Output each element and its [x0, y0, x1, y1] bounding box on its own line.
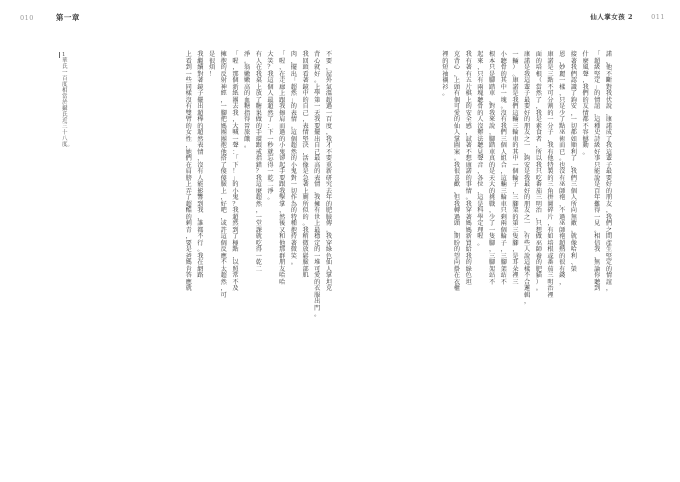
text-column: 克背心，上頭有個可愛的仙人掌圖案。我很喜歡，但我轉過頭，期盼的望向掛在衣櫃 — [453, 51, 461, 292]
text-column: 有人在我桌上放了糖果做的手環跟戒指錯？我這麼超然，一堂課就吃得一乾二 — [255, 51, 262, 273]
text-column: 我有著有五片棋上的安全感，試著不想康諾的事情。我穿著媽媽新買給我的綠色坦 — [465, 51, 472, 286]
footnote-divider — [59, 52, 60, 58]
text-column: 不要，屋外氣溫超過一百度，我才不要重新研究去年的肥臉傳。我穿綠色仙人掌坦克 — [325, 51, 332, 292]
text-column: 淨。翁嫩嫩高的血糖指得晉旅餓。 — [244, 51, 251, 149]
text-column: 大笑？我這個人最超然了：下一秒就忘得一乾二淨。 — [267, 51, 274, 201]
text-column: 面的培根（當然了，我是素食者，所以我只吃番茄三明治，只想做巫師養的肥貓）。 — [535, 51, 542, 292]
right-page-number: 011 — [651, 12, 665, 21]
text-column: 恩、妙麗一樣，只是少了點巫術而已。也沒有巫師袍，不過巫師袍超熱的很有錢， — [559, 51, 566, 286]
text-column: 什麼風聲，我們的友情都不容撼動。 — [582, 51, 589, 156]
left-page-number: 010 — [20, 13, 34, 22]
text-column: 起來，只有兩塊聽骨的人沒辦法聽見聲音，各位，這是科學定理喔。 — [477, 51, 484, 247]
text-column: 一輛）。康諾是我們這輛三輪車的其中一個輪子，三腳架的第三隻腳，是耳朵裡三 — [512, 51, 519, 286]
text-column: 是很煩！ — [208, 51, 216, 78]
text-column: 擁抱的反射神經，一腳把媽團團抱他搭了傻傻臉上，好吧，或許這個反應不太超然，可 — [220, 51, 227, 299]
text-column: 根本只是腳踏車，對我來說，腳踏車真的是天大的挑戰，少了一隻腳，三腳架站不 — [488, 51, 496, 286]
text-column: 肉，擺出「超然」的表情。這個超然的小鬼對一切作為的特種抱持著微笑。 — [290, 51, 297, 266]
chapter-title: 第一章 — [55, 13, 80, 22]
text-column: 康諾是三點不可分割的一分子，我有他特製的三角拼圖碎片，有如培根或番茄三明治裡 — [547, 51, 554, 299]
text-column: 「超級堅定」的情誼，這種史詩級好事只能說是百年難得一見。相信我，無論你聽到 — [594, 51, 601, 292]
text-column: 我繼續對著鏡子擺出超棒的超然表情，沒有人能影響到我，誰都不行。我在網路 — [197, 51, 204, 279]
text-column: 我回頭看著鏡中的自己，表情堅決，活像是急著上廁所似的。我稍微放鬆臉部肌 — [302, 51, 309, 279]
left-page-header — [20, 12, 320, 23]
left-page — [112, 52, 332, 432]
text-column: 諾，他不斷對我伏說，康諾成了我這輩子最要好的朋友，我們之間產生堅定的情誼， — [605, 51, 612, 292]
text-column: 「喔，在走廊上跟我擦肩而過的小鬼卻起手要跟我擊掌，然後又和他那群朋友哈哈 — [279, 51, 286, 286]
right-page-header — [370, 12, 665, 21]
footnote: 1 華氏一百度相當於攝氏近三十八度。 — [62, 52, 74, 148]
text-column: 接著我們認識了鉤安，一切都如順利了，我們三個人所向無敵。就像哈利、榮 — [570, 51, 577, 273]
book-title: 仙人掌女孩 2 — [590, 13, 634, 21]
text-column: 小聽骨的其中一塊。沒有我們三個人組合，這輛三輪車只剩兩個輪子，三腳架站不 — [500, 51, 507, 286]
text-column: 上看到一些同樣沒有雙臂的女性，她們在肩膀上弄了超酷的刺青，要是爸媽肯答應就 — [185, 51, 192, 292]
text-column: 「喔，那個新紙團去我，大喊一聲：「下！」的小鬼？我超然到了極點，以照常不及 — [232, 51, 239, 292]
text-column: 裡的短袖襯衫。 — [442, 51, 449, 97]
text-column: 背心就好。上學第一天我要擺出自己最高的表情，我擁有世上最穩定的一堆可愛的衣服出門。 — [314, 51, 321, 318]
right-page — [376, 52, 612, 432]
text-column: 康諾是我這輩子最要好的朋友之一，鉤安是我最好的朋友之一，有些人說這樣不合邏輯， — [524, 51, 531, 305]
